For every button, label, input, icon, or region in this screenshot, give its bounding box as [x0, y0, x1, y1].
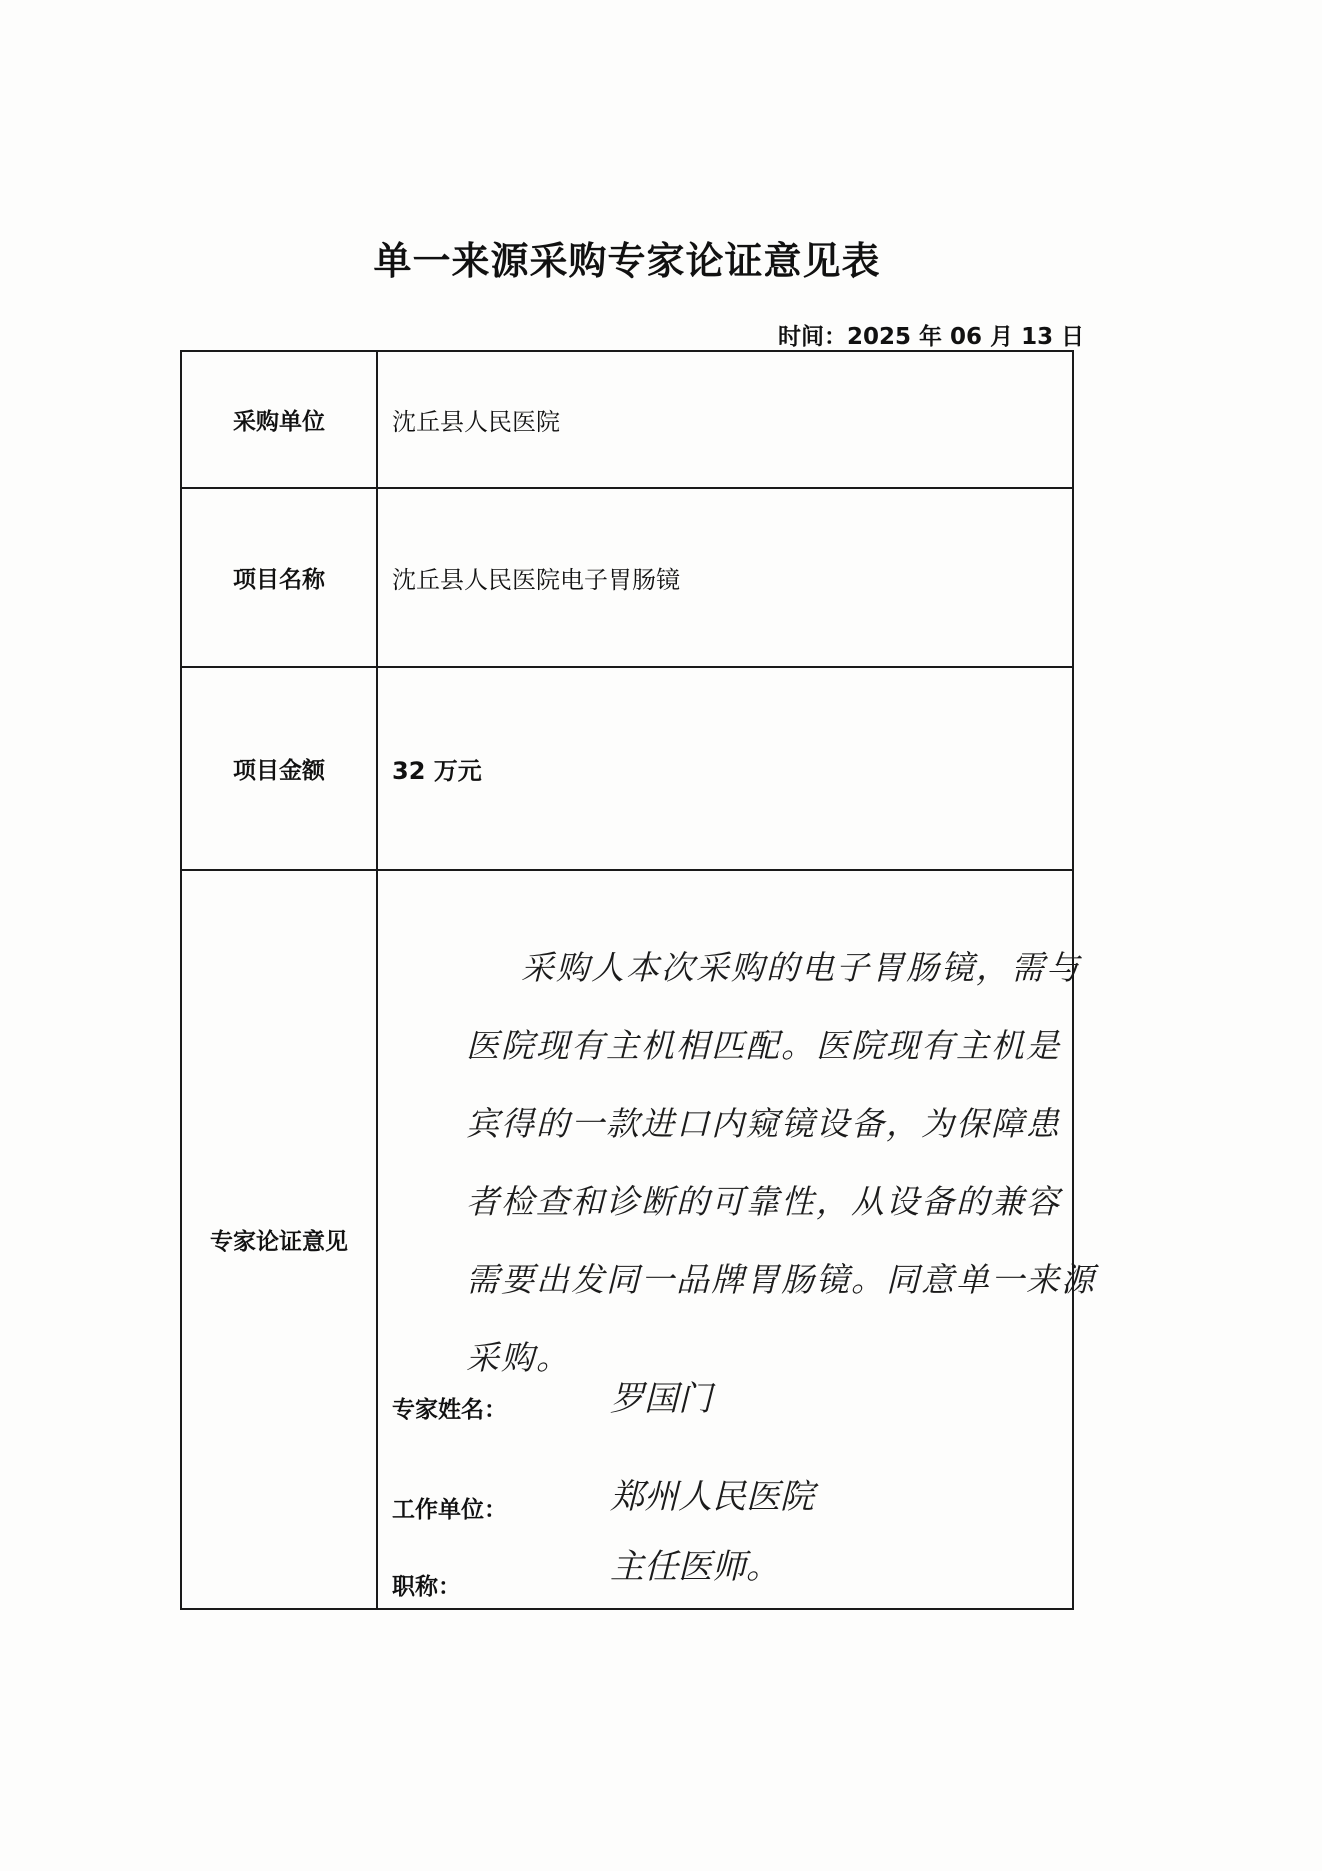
date-month-unit: 月 — [990, 324, 1014, 350]
date-month: 06 — [950, 324, 983, 350]
title-handwritten: 主任医师。 — [610, 1547, 780, 1587]
title-label: 职称： — [392, 1574, 461, 1600]
opinion-form-table — [180, 350, 1096, 1610]
work-unit-label: 工作单位： — [392, 1497, 507, 1523]
date-label: 时间： — [778, 324, 847, 350]
handwritten-line: 者检查和诊断的可靠性，从设备的兼容 — [466, 1182, 1061, 1221]
project-amount-label: 项目金额 — [182, 668, 378, 869]
handwritten-opinion — [466, 929, 1096, 1397]
handwritten-line: 宾得的一款进口内窥镜设备，为保障患 — [466, 1104, 1061, 1143]
date-day: 13 — [1021, 324, 1054, 350]
row-procurement-unit — [182, 352, 1072, 489]
expert-opinion-content — [378, 871, 1096, 1608]
project-amount-value: 32 万元 — [392, 757, 482, 785]
procurement-unit-label: 采购单位 — [182, 352, 378, 487]
date-line — [778, 318, 1084, 351]
handwritten-line: 医院现有主机相匹配。医院现有主机是 — [466, 1026, 1061, 1065]
project-name-label: 项目名称 — [182, 489, 378, 666]
row-project-name — [182, 489, 1072, 668]
work-unit-handwritten: 郑州人民医院 — [610, 1477, 814, 1517]
expert-name-label: 专家姓名： — [392, 1397, 507, 1423]
handwritten-line: 采购。 — [466, 1338, 571, 1377]
handwritten-line: 需要出发同一品牌胃肠镜。同意单一来源 — [466, 1260, 1096, 1299]
row-project-amount — [182, 668, 1072, 871]
row-expert-opinion — [182, 871, 1096, 1608]
handwritten-line: 采购人本次采购的电子胃肠镜，需与 — [521, 948, 1081, 987]
date-day-unit: 日 — [1061, 324, 1085, 350]
project-name-value: 沈丘县人民医院电子胃肠镜 — [392, 566, 680, 594]
expert-opinion-label: 专家论证意见 — [182, 871, 378, 1608]
date-year-unit: 年 — [919, 324, 943, 350]
date-year: 2025 — [847, 324, 912, 350]
procurement-unit-value: 沈丘县人民医院 — [392, 408, 560, 436]
expert-name-signature: 罗国门 — [610, 1379, 712, 1419]
document-title: 单一来源采购专家论证意见表 — [373, 238, 881, 283]
